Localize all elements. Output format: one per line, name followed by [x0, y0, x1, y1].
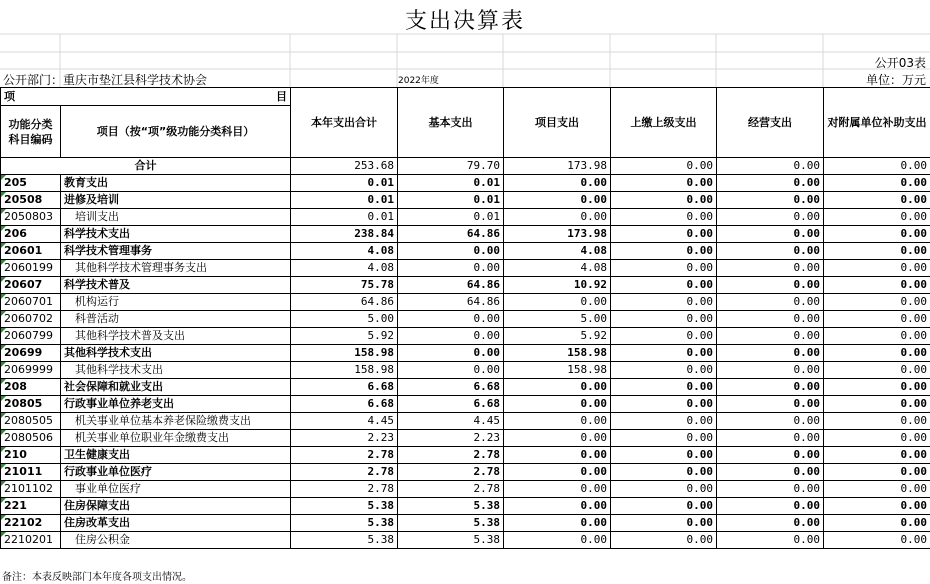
- row-value: 0.01: [291, 209, 398, 226]
- table-row: [1, 243, 930, 260]
- row-name: 其他科学技术支出: [61, 345, 291, 362]
- row-name: 卫生健康支出: [61, 447, 291, 464]
- row-name: 机构运行: [61, 294, 291, 311]
- row-value: 6.68: [398, 396, 504, 413]
- row-name: 住房保障支出: [61, 498, 291, 515]
- row-value: 0.00: [824, 481, 930, 498]
- row-code: 208: [1, 379, 61, 396]
- row-value: 4.08: [291, 260, 398, 277]
- row-value: 0.00: [824, 226, 930, 243]
- row-value: 0.00: [504, 379, 611, 396]
- row-name: 其他科学技术普及支出: [61, 328, 291, 345]
- table-row: [1, 226, 930, 243]
- header-operating: 经营支出: [717, 88, 824, 158]
- row-value: 0.00: [398, 328, 504, 345]
- row-value: 0.00: [824, 175, 930, 192]
- row-code: 2080505: [1, 413, 61, 430]
- row-value: 5.00: [504, 311, 611, 328]
- row-value: 0.00: [717, 515, 824, 532]
- row-code: 20805: [1, 396, 61, 413]
- row-value: 0.00: [611, 277, 717, 294]
- row-name: 机关事业单位基本养老保险缴费支出: [61, 413, 291, 430]
- row-name: 培训支出: [61, 209, 291, 226]
- table-row: [1, 481, 930, 498]
- row-value: 0.00: [504, 481, 611, 498]
- total-value: 0.00: [824, 158, 930, 175]
- header-upper: 上缴上级支出: [611, 88, 717, 158]
- row-value: 0.00: [398, 243, 504, 260]
- row-value: 158.98: [504, 362, 611, 379]
- table-row: [1, 192, 930, 209]
- row-value: 158.98: [291, 345, 398, 362]
- row-value: 0.00: [717, 294, 824, 311]
- table-row: [1, 260, 930, 277]
- row-value: 0.00: [611, 175, 717, 192]
- row-value: 158.98: [504, 345, 611, 362]
- row-code: 206: [1, 226, 61, 243]
- row-code: 2060701: [1, 294, 61, 311]
- header-xiang: 项: [4, 89, 15, 103]
- row-value: 2.78: [291, 447, 398, 464]
- row-value: 0.00: [824, 209, 930, 226]
- row-value: 0.00: [504, 294, 611, 311]
- form-code: 公开03表: [874, 56, 926, 70]
- row-name: 进修及培训: [61, 192, 291, 209]
- row-value: 0.00: [717, 447, 824, 464]
- row-name: 科学技术支出: [61, 226, 291, 243]
- row-value: 0.00: [717, 328, 824, 345]
- row-value: 158.98: [291, 362, 398, 379]
- row-code: 20508: [1, 192, 61, 209]
- table-row: [1, 175, 930, 192]
- row-value: 0.00: [717, 396, 824, 413]
- unit-label: 单位：万元: [865, 73, 926, 87]
- row-value: 2.78: [398, 447, 504, 464]
- row-value: 0.00: [824, 192, 930, 209]
- header-subsidy: 对附属单位补助支出: [824, 88, 930, 158]
- fiscal-year: 2022年度: [398, 76, 439, 86]
- row-value: 0.00: [717, 430, 824, 447]
- row-value: 0.01: [291, 192, 398, 209]
- row-value: 0.00: [504, 192, 611, 209]
- table-row: [1, 464, 930, 481]
- row-value: 173.98: [504, 226, 611, 243]
- row-value: 4.08: [291, 243, 398, 260]
- row-value: 0.00: [398, 362, 504, 379]
- row-value: 0.00: [717, 413, 824, 430]
- row-value: 0.00: [504, 498, 611, 515]
- row-value: 238.84: [291, 226, 398, 243]
- row-value: 0.00: [824, 243, 930, 260]
- row-value: 0.00: [611, 311, 717, 328]
- row-value: 0.00: [398, 260, 504, 277]
- row-value: 5.38: [291, 532, 398, 549]
- header-project: 项目支出: [504, 88, 611, 158]
- row-value: 0.01: [398, 192, 504, 209]
- row-value: 0.00: [717, 345, 824, 362]
- row-code: 20607: [1, 277, 61, 294]
- row-value: 0.00: [717, 192, 824, 209]
- row-value: 5.92: [504, 328, 611, 345]
- table-row: [1, 498, 930, 515]
- row-code: 2210201: [1, 532, 61, 549]
- table-row: [1, 328, 930, 345]
- row-name: 科学技术管理事务: [61, 243, 291, 260]
- row-value: 0.00: [824, 464, 930, 481]
- row-value: 0.00: [611, 498, 717, 515]
- row-value: 0.00: [717, 243, 824, 260]
- table-row: [1, 447, 930, 464]
- row-code: 2060199: [1, 260, 61, 277]
- row-value: 0.00: [504, 447, 611, 464]
- row-value: 0.00: [717, 226, 824, 243]
- row-value: 0.00: [717, 532, 824, 549]
- row-value: 5.38: [291, 498, 398, 515]
- row-value: 0.00: [824, 379, 930, 396]
- row-name: 机关事业单位职业年金缴费支出: [61, 430, 291, 447]
- row-value: 0.00: [824, 311, 930, 328]
- row-value: 0.00: [717, 311, 824, 328]
- row-value: 0.00: [611, 362, 717, 379]
- row-name: 事业单位医疗: [61, 481, 291, 498]
- row-value: 0.01: [398, 175, 504, 192]
- total-label: 合计: [1, 158, 291, 175]
- total-value: 253.68: [291, 158, 398, 175]
- row-value: 0.00: [398, 311, 504, 328]
- row-code: 2101102: [1, 481, 61, 498]
- row-name: 教育支出: [61, 175, 291, 192]
- row-code: 221: [1, 498, 61, 515]
- row-value: 0.00: [611, 294, 717, 311]
- row-value: 0.01: [291, 175, 398, 192]
- row-code: 22102: [1, 515, 61, 532]
- row-value: 0.00: [611, 209, 717, 226]
- row-value: 6.68: [291, 379, 398, 396]
- row-value: 0.00: [717, 362, 824, 379]
- row-value: 5.38: [398, 498, 504, 515]
- row-value: 2.23: [398, 430, 504, 447]
- table-row: [1, 294, 930, 311]
- row-value: 0.00: [824, 413, 930, 430]
- table-row: [1, 430, 930, 447]
- row-value: 0.00: [717, 379, 824, 396]
- table-row: [1, 345, 930, 362]
- row-value: 2.78: [291, 481, 398, 498]
- row-name: 社会保障和就业支出: [61, 379, 291, 396]
- row-value: 0.00: [611, 447, 717, 464]
- total-value: 0.00: [611, 158, 717, 175]
- row-value: 0.00: [717, 481, 824, 498]
- row-value: 0.00: [504, 209, 611, 226]
- row-code: 20601: [1, 243, 61, 260]
- row-value: 64.86: [398, 294, 504, 311]
- row-value: 0.00: [824, 260, 930, 277]
- row-name: 科学技术普及: [61, 277, 291, 294]
- row-value: 75.78: [291, 277, 398, 294]
- row-code: 2050803: [1, 209, 61, 226]
- row-value: 0.00: [611, 396, 717, 413]
- row-value: 0.00: [504, 464, 611, 481]
- row-value: 0.00: [611, 226, 717, 243]
- row-value: 6.68: [398, 379, 504, 396]
- row-value: 0.00: [611, 515, 717, 532]
- row-value: 0.00: [504, 430, 611, 447]
- row-code: 2060799: [1, 328, 61, 345]
- row-value: 0.00: [611, 192, 717, 209]
- row-code: 21011: [1, 464, 61, 481]
- row-value: 2.23: [291, 430, 398, 447]
- row-value: 0.00: [824, 532, 930, 549]
- row-value: 64.86: [398, 226, 504, 243]
- row-value: 2.78: [291, 464, 398, 481]
- header-row-xiangmu: [1, 88, 930, 106]
- row-value: 0.00: [611, 260, 717, 277]
- row-code: 210: [1, 447, 61, 464]
- row-name: 其他科学技术支出: [61, 362, 291, 379]
- row-value: 0.00: [824, 328, 930, 345]
- total-row: [1, 158, 930, 175]
- table-row: [1, 277, 930, 294]
- table-row: [1, 362, 930, 379]
- row-value: 2.78: [398, 481, 504, 498]
- expenditure-table: [0, 87, 930, 549]
- header-basic: 基本支出: [398, 88, 504, 158]
- row-value: 0.00: [611, 413, 717, 430]
- table-row: [1, 209, 930, 226]
- row-name: 住房公积金: [61, 532, 291, 549]
- table-row: [1, 532, 930, 549]
- row-name: 住房改革支出: [61, 515, 291, 532]
- row-name: 其他科学技术管理事务支出: [61, 260, 291, 277]
- row-value: 64.86: [291, 294, 398, 311]
- row-value: 0.00: [717, 277, 824, 294]
- row-value: 0.00: [398, 345, 504, 362]
- header-mu: 目: [276, 89, 287, 103]
- row-value: 0.00: [611, 430, 717, 447]
- row-value: 0.00: [611, 379, 717, 396]
- row-value: 64.86: [398, 277, 504, 294]
- row-value: 0.00: [504, 532, 611, 549]
- row-code: 2080506: [1, 430, 61, 447]
- row-name: 行政事业单位养老支出: [61, 396, 291, 413]
- row-value: 0.00: [504, 175, 611, 192]
- row-value: 5.38: [291, 515, 398, 532]
- header-name: 项目（按“项”级功能分类科目）: [61, 106, 291, 158]
- row-value: 0.00: [611, 532, 717, 549]
- row-value: 0.00: [717, 175, 824, 192]
- row-value: 2.78: [398, 464, 504, 481]
- row-value: 0.00: [717, 498, 824, 515]
- row-value: 10.92: [504, 277, 611, 294]
- header-total: 本年支出合计: [291, 88, 398, 158]
- row-value: 0.00: [717, 209, 824, 226]
- row-value: 0.00: [824, 277, 930, 294]
- total-value: 79.70: [398, 158, 504, 175]
- row-code: 2069999: [1, 362, 61, 379]
- row-value: 0.00: [504, 515, 611, 532]
- row-value: 4.45: [398, 413, 504, 430]
- row-value: 0.00: [504, 413, 611, 430]
- row-value: 0.00: [611, 464, 717, 481]
- department-label: 公开部门：重庆市垫江县科学技术协会: [3, 73, 208, 87]
- row-value: 0.00: [611, 345, 717, 362]
- row-value: 4.08: [504, 243, 611, 260]
- row-value: 0.00: [824, 294, 930, 311]
- header-code: 功能分类科目编码: [1, 106, 61, 158]
- row-value: 0.00: [611, 328, 717, 345]
- row-value: 0.00: [611, 243, 717, 260]
- footnote: 备注：本表反映部门本年度各项支出情况。: [2, 572, 192, 583]
- row-value: 0.00: [824, 430, 930, 447]
- row-value: 0.00: [824, 362, 930, 379]
- total-value: 0.00: [717, 158, 824, 175]
- table-row: [1, 379, 930, 396]
- row-code: 2060702: [1, 311, 61, 328]
- row-value: 0.00: [824, 447, 930, 464]
- page-title: 支出决算表: [404, 9, 525, 34]
- row-value: 4.45: [291, 413, 398, 430]
- row-name: 行政事业单位医疗: [61, 464, 291, 481]
- table-row: [1, 311, 930, 328]
- row-code: 20699: [1, 345, 61, 362]
- row-value: 0.00: [824, 345, 930, 362]
- row-value: 0.00: [824, 515, 930, 532]
- row-value: 5.38: [398, 532, 504, 549]
- row-value: 6.68: [291, 396, 398, 413]
- table-row: [1, 396, 930, 413]
- row-value: 0.00: [717, 260, 824, 277]
- row-value: 0.01: [398, 209, 504, 226]
- row-value: 5.38: [398, 515, 504, 532]
- row-value: 0.00: [824, 498, 930, 515]
- row-value: 5.92: [291, 328, 398, 345]
- row-name: 科普活动: [61, 311, 291, 328]
- row-value: 5.00: [291, 311, 398, 328]
- row-code: 205: [1, 175, 61, 192]
- total-value: 173.98: [504, 158, 611, 175]
- row-value: 0.00: [824, 396, 930, 413]
- row-value: 4.08: [504, 260, 611, 277]
- table-row: [1, 413, 930, 430]
- row-value: 0.00: [504, 396, 611, 413]
- row-value: 0.00: [611, 481, 717, 498]
- row-value: 0.00: [717, 464, 824, 481]
- table-row: [1, 515, 930, 532]
